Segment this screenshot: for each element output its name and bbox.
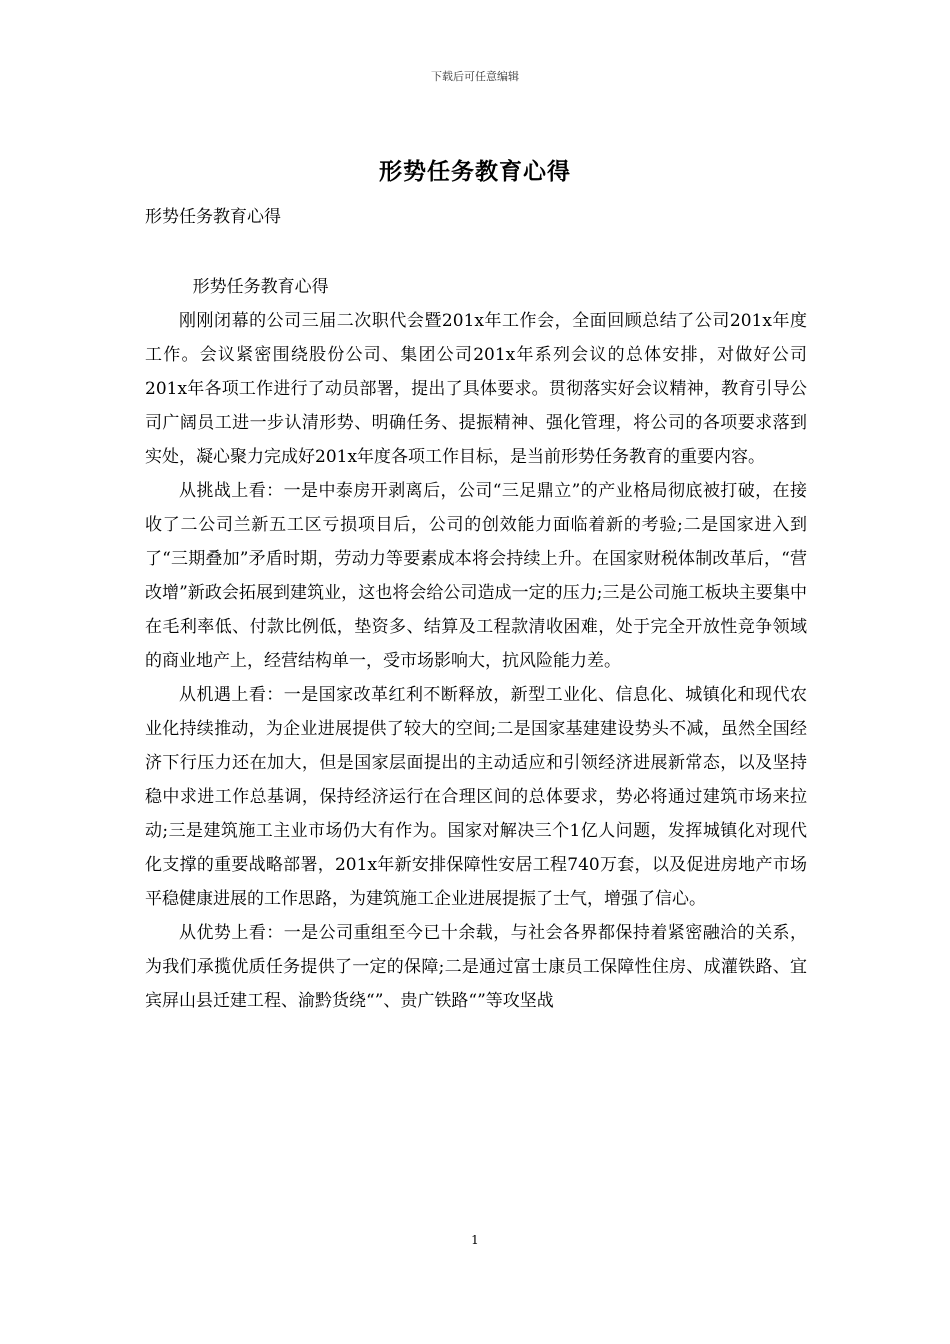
paragraph-opportunities: 从机遇上看：一是国家改革红利不断释放，新型工业化、信息化、城镇化和现代农业化持续推动，为企业进展提供了较大的空间;二是国家基建建设势头不减，虽然全国经济下行压力还在加大，但是国家层面提出的主动适应和引领经济进展新常态，以及坚持稳中求进工作总基调，保持经济运行在合理区间的总体要求，势必将通过建筑市场来拉动;三是建筑施工主业市场仍大有作为。国家对解决三个1亿人问题，发挥城镇化对现代化支撑的重要战略部署，201x年新安排保障性安居工程740万套，以及促进房地产市场平稳健康进展的工作思路，为建筑施工企业进展提振了士气，增强了信心。 bbox=[145, 685, 807, 909]
paragraph-advantages: 从优势上看：一是公司重组至今已十余载，与社会各界都保持着紧密融洽的关系，为我们承揽优质任务提供了一定的保障;二是通过富士康员工保障性住房、成灌铁路、宜宾屏山县迁建工程、渝黔货绕“”、贵广铁路“”等攻坚战 bbox=[145, 923, 807, 1011]
document-subtitle: 形势任务教育心得 bbox=[145, 207, 281, 227]
header-note: 下载后可任意编辑 bbox=[431, 70, 519, 83]
document-body bbox=[145, 270, 807, 1018]
paragraph-challenges: 从挑战上看：一是中泰房开剥离后，公司“三足鼎立”的产业格局彻底被打破，在接收了二公司兰新五工区亏损项目后，公司的创效能力面临着新的考验;二是国家进入到了“三期叠加”矛盾时期，劳动力等要素成本将会持续上升。在国家财税体制改革后，“营改增”新政会拓展到建筑业，这也将会给公司造成一定的压力;三是公司施工板块主要集中在毛利率低、付款比例低，垫资多、结算及工程款清收困难，处于完全开放性竞争领域的商业地产上，经营结构单一，受市场影响大，抗风险能力差。 bbox=[145, 481, 807, 671]
paragraph-intro: 刚刚闭幕的公司三届二次职代会暨201x年工作会，全面回顾总结了公司201x年度工作。会议紧密围绕股份公司、集团公司201x年系列会议的总体安排，对做好公司201x年各项工作进行了动员部署，提出了具体要求。贯彻落实好会议精神，教育引导公司广阔员工进一步认清形势、明确任务、提振精神、强化管理，将公司的各项要求落到实处，凝心聚力完成好201x年度各项工作目标，是当前形势任务教育的重要内容。 bbox=[145, 311, 807, 467]
body-heading: 形势任务教育心得 bbox=[192, 277, 329, 297]
page-number: 1 bbox=[471, 1233, 479, 1247]
document-title: 形势任务教育心得 bbox=[379, 158, 571, 185]
